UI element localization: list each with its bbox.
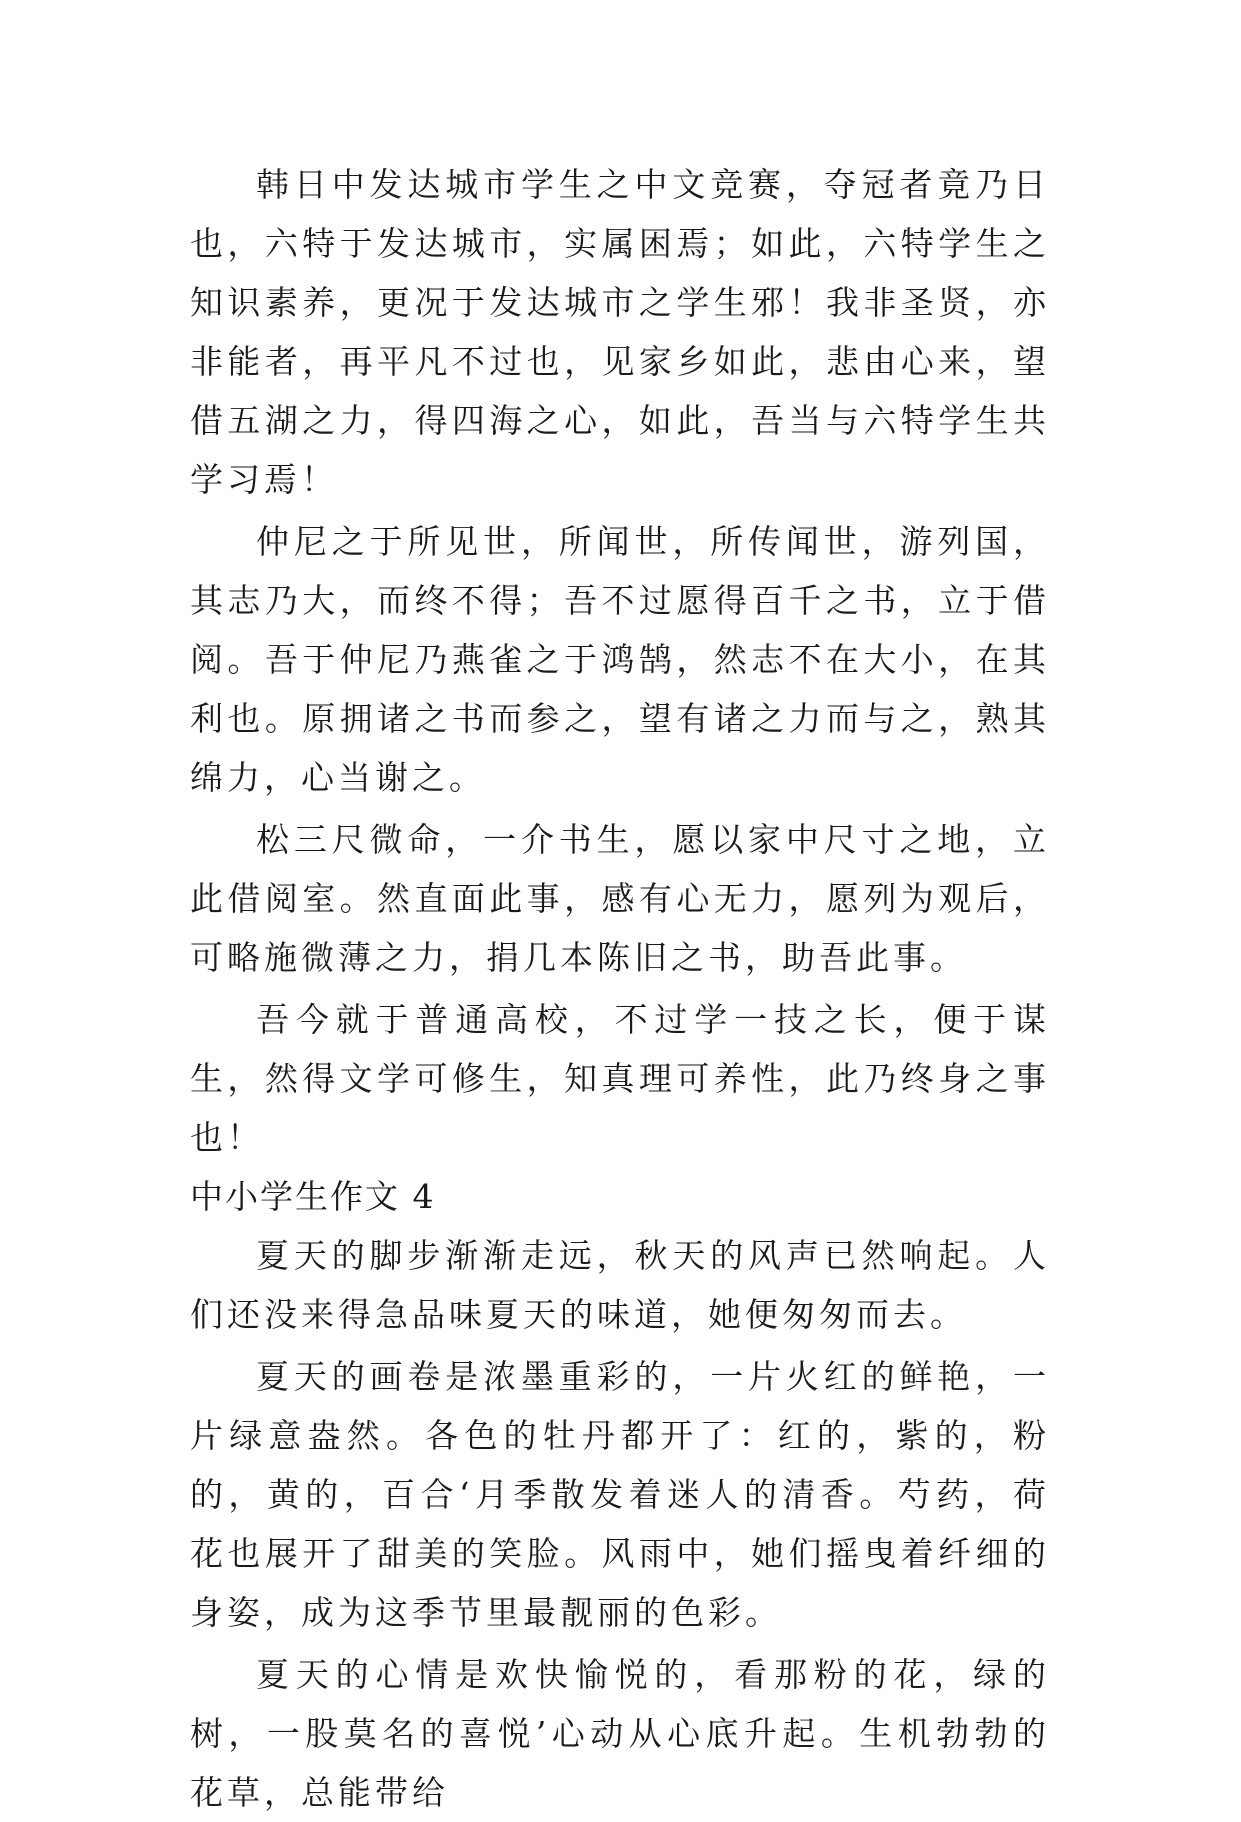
paragraph-reading-room: 松三尺微命，一介书生，愿以家中尺寸之地，立此借阅室。然直面此事，感有心无力，愿列为观后，可略施微薄之力，捐几本陈旧之书，助吾此事。: [190, 820, 1050, 977]
document-body: [190, 155, 1050, 1822]
paragraph-summer-scroll: 夏天的画卷是浓墨重彩的，一片火红的鲜艳，一片绿意盎然。各色的牡丹都开了：红的，紫的，粉的，黄的，百合‘月季散发着迷人的清香。芍药，荷花也展开了甜美的笑脸。风雨中，她们摇曳着纤细的身姿，成为这季节里最靓丽的色彩。: [190, 1357, 1050, 1632]
paragraph-competition: 韩日中发达城市学生之中文竞赛，夺冠者竟乃日也，六特于发达城市，实属困焉；如此，六特学生之知识素养，更况于发达城市之学生邪！我非圣贤，亦非能者，再平凡不过也，见家乡如此，悲由心来，望借五湖之力，得四海之心，如此，吾当与六特学生共学习焉！: [190, 165, 1050, 499]
section-heading: 中小学生作文 4: [190, 1177, 436, 1216]
paragraph-college: 吾今就于普通高校，不过学一技之长，便于谋生，然得文学可修生，知真理可养性，此乃终身之事也！: [190, 1000, 1050, 1157]
paragraph-confucius: 仲尼之于所见世，所闻世，所传闻世，游列国，其志乃大，而终不得；吾不过愿得百千之书，立于借阅。吾于仲尼乃燕雀之于鸿鹄，然志不在大小，在其利也。原拥诸之书而参之，望有诸之力而与之，熟其绵力，心当谢之。: [190, 522, 1050, 797]
paragraph-summer-mood: 夏天的心情是欢快愉悦的，看那粉的花，绿的树，一股莫名的喜悦’心动从心底升起。生机勃勃的花草，总能带给: [190, 1655, 1050, 1812]
paragraph-summer-footsteps: 夏天的脚步渐渐走远，秋天的风声已然响起。人们还没来得急品味夏天的味道，她便匆匆而去。: [190, 1236, 1050, 1334]
